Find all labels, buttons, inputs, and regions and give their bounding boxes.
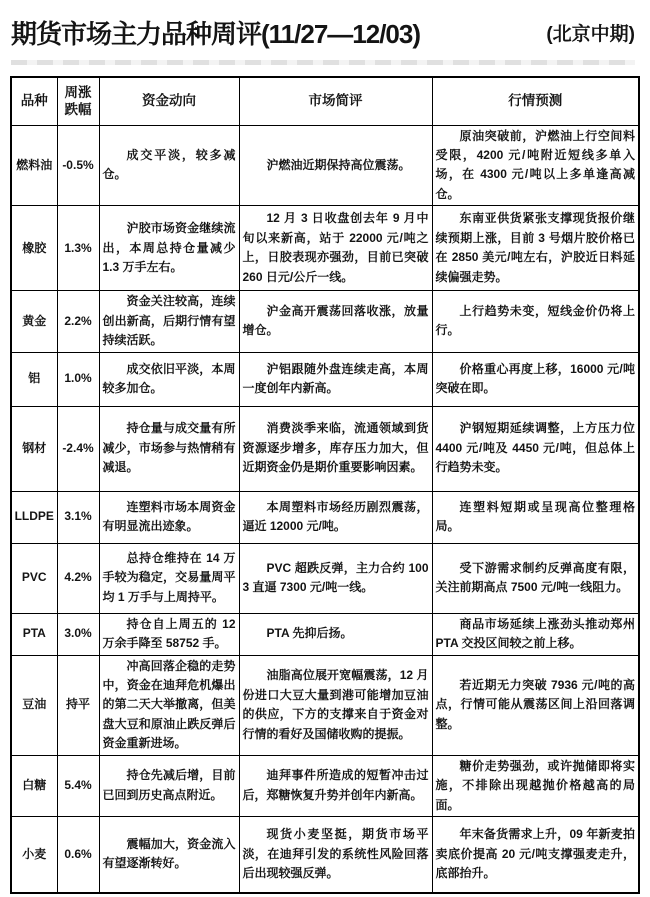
funds-cell [99,755,239,816]
comment-cell [239,291,432,352]
title-bar [9,12,637,51]
forecast-text: 受下游需求制约反弹高度有限，关注前期高点 7500 元/吨一线阻力。 [435,560,635,595]
change-cell: 3.0% [57,613,99,655]
forecast-text: 价格重心再度上移，16000 元/吨突破在即。 [435,361,635,396]
table-row [11,817,639,893]
comment-text: 沪铝跟随外盘连续走高，本周一度创年内新高。 [242,361,429,396]
comment-text: 消费淡季来临，流通领域到货资源逐步增多，库存压力加大，但近期资金仍是期价重要影响因素。 [242,421,429,475]
page-title: 期货市场主力品种周评(11/27—12/03) [11,19,421,49]
forecast-text: 东南亚供货紧张支撑现货报价继续预期上涨，目前 3 号烟片胶价格已在 2850 美元/吨左右，沪胶近日料延续偏强走势。 [435,211,635,284]
forecast-text: 若近期无力突破 7936 元/吨的高点，行情可能从震荡区间上沿回落调整。 [435,678,635,731]
funds-cell [99,491,239,543]
forecast-text: 连塑料短期或呈现高位整理格局。 [435,499,635,534]
comment-cell [239,352,432,406]
forecast-cell [432,655,639,755]
comment-text: PTA 先抑后扬。 [266,626,353,641]
funds-text: 成交依旧平淡，本周较多加仓。 [102,361,236,396]
funds-text: 持仓先减后增，目前已回到历史高点附近。 [102,768,236,802]
funds-text: 总持仓维持在 14 万手较为稳定，交易量周平均 1 万手与上周持平。 [102,550,236,604]
forecast-cell [432,613,639,655]
funds-cell [99,655,239,755]
comment-text: 迪拜事件所造成的短暂冲击过后，郑糖恢复升势并创年内新高。 [242,768,429,802]
scan-artifact-divider [11,60,635,65]
forecast-cell [432,543,639,613]
comment-cell [239,817,432,893]
comment-cell [239,125,432,206]
column-header-change: 周涨跌幅 [57,77,99,125]
comment-text: PVC 超跌反弹，主力合约 1003 直逼 7300 元/吨一线。 [242,560,429,595]
change-cell: 1.0% [57,352,99,406]
comment-cell [239,613,432,655]
forecast-text: 原油突破前，沪燃油上行空间料受限，4200 元/吨附近短线多单入场，在 4300 元/吨以上多单逢高减仓。 [435,128,635,201]
table-header-row [11,77,639,125]
variety-cell: 橡胶 [11,206,57,291]
forecast-text: 糖价走势强劲，或许抛储即将实施，不排除出现越抛价格越高的局面。 [435,758,635,812]
funds-cell [99,543,239,613]
table-row [11,206,639,291]
comment-cell [239,206,432,291]
variety-cell: 铝 [11,352,57,406]
funds-text: 资金关注较高，连续创出新高，后期行情有望持续活跃。 [102,294,236,348]
variety-cell: 小麦 [11,817,57,893]
funds-cell [99,406,239,491]
funds-cell [99,206,239,291]
table-row [11,125,639,206]
variety-cell: PVC [11,543,57,613]
funds-text: 连塑料市场本周资金有明显流出迹象。 [102,499,236,534]
table-row [11,291,639,352]
variety-cell: 白糖 [11,755,57,816]
change-cell: 持平 [57,655,99,755]
funds-cell [99,352,239,406]
funds-text: 震幅加大，资金流入有望逐渐转好。 [102,836,236,871]
forecast-cell [432,406,639,491]
funds-text: 持仓自上周五的 12 万余手降至 58752 手。 [102,616,236,651]
comment-cell [239,491,432,543]
forecast-cell [432,206,639,291]
comment-cell [239,406,432,491]
change-cell: 3.1% [57,491,99,543]
table-row [11,655,639,755]
forecast-text: 年末备货需求上升，09 年新麦拍卖底价提高 20 元/吨支撑强麦走升，底部抬升。 [435,827,635,881]
variety-cell: PTA [11,613,57,655]
comment-text: 12 月 3 日收盘创去年 9 月中旬以来新高，站于 22000 元/吨之上，日胶表现亦强劲，目前已突破 260 日元/公斤一线。 [242,211,429,284]
funds-cell [99,613,239,655]
change-cell: 2.2% [57,291,99,352]
variety-cell: LLDPE [11,491,57,543]
table-row [11,491,639,543]
comment-text: 沪金高开震荡回落收涨，放量增仓。 [242,303,429,338]
funds-text: 沪胶市场资金继续流出，本周总持仓量减少 1.3 万手左右。 [102,221,236,274]
change-cell: 1.3% [57,206,99,291]
funds-cell [99,817,239,893]
table-row [11,406,639,491]
forecast-cell [432,491,639,543]
funds-cell [99,291,239,352]
variety-cell: 燃料油 [11,125,57,206]
comment-text: 本周塑料市场经历剧烈震荡，逼近 12000 元/吨。 [242,499,429,534]
variety-cell: 豆油 [11,655,57,755]
change-cell: 0.6% [57,817,99,893]
change-cell: -2.4% [57,406,99,491]
funds-cell [99,125,239,206]
change-cell: 5.4% [57,755,99,816]
forecast-cell [432,352,639,406]
funds-text: 冲高回落企稳的走势中，资金在迪拜危机爆出的第二天大举撤离，但美盘大豆和原油止跌反弹后资金重新进场。 [102,658,236,751]
forecast-cell [432,291,639,352]
variety-cell: 钢材 [11,406,57,491]
forecast-cell [432,755,639,816]
table-row [11,613,639,655]
forecast-cell [432,817,639,893]
comment-cell [239,543,432,613]
comment-cell [239,755,432,816]
column-header-comment: 市场简评 [239,77,432,125]
table-row [11,352,639,406]
change-cell: 4.2% [57,543,99,613]
change-cell: -0.5% [57,125,99,206]
forecast-text: 沪钢短期延续调整，上方压力位 4400 元/吨及 4450 元/吨，但总体上行趋势未变。 [435,421,635,475]
variety-cell: 黄金 [11,291,57,352]
column-header-variety: 品种 [11,77,57,125]
funds-text: 成交平淡，较多减仓。 [102,147,236,182]
table-row [11,755,639,816]
publisher-label: (北京中期) [546,24,635,45]
comment-text: 油脂高位展开宽幅震荡，12 月份进口大豆大量到港可能增加豆油的供应，下方的支撑来自于资金对行情的看好及国储收购的提振。 [242,668,429,741]
weekly-review-table [10,76,640,894]
funds-text: 持仓量与成交量有所减少，市场参与热情稍有减退。 [102,421,236,475]
forecast-text: 商品市场延续上涨劲头推动郑州 PTA 交投区间较之前上移。 [435,616,635,651]
table-row [11,543,639,613]
comment-cell [239,655,432,755]
comment-text: 沪燃油近期保持高位震荡。 [266,157,411,172]
forecast-text: 上行趋势未变，短线金价仍将上行。 [435,303,635,338]
comment-text: 现货小麦坚挺，期货市场平淡，在迪拜引发的系统性风险回落后出现较强反弹。 [242,827,429,881]
column-header-funds: 资金动向 [99,77,239,125]
column-header-forecast: 行情预测 [432,77,639,125]
forecast-cell [432,125,639,206]
